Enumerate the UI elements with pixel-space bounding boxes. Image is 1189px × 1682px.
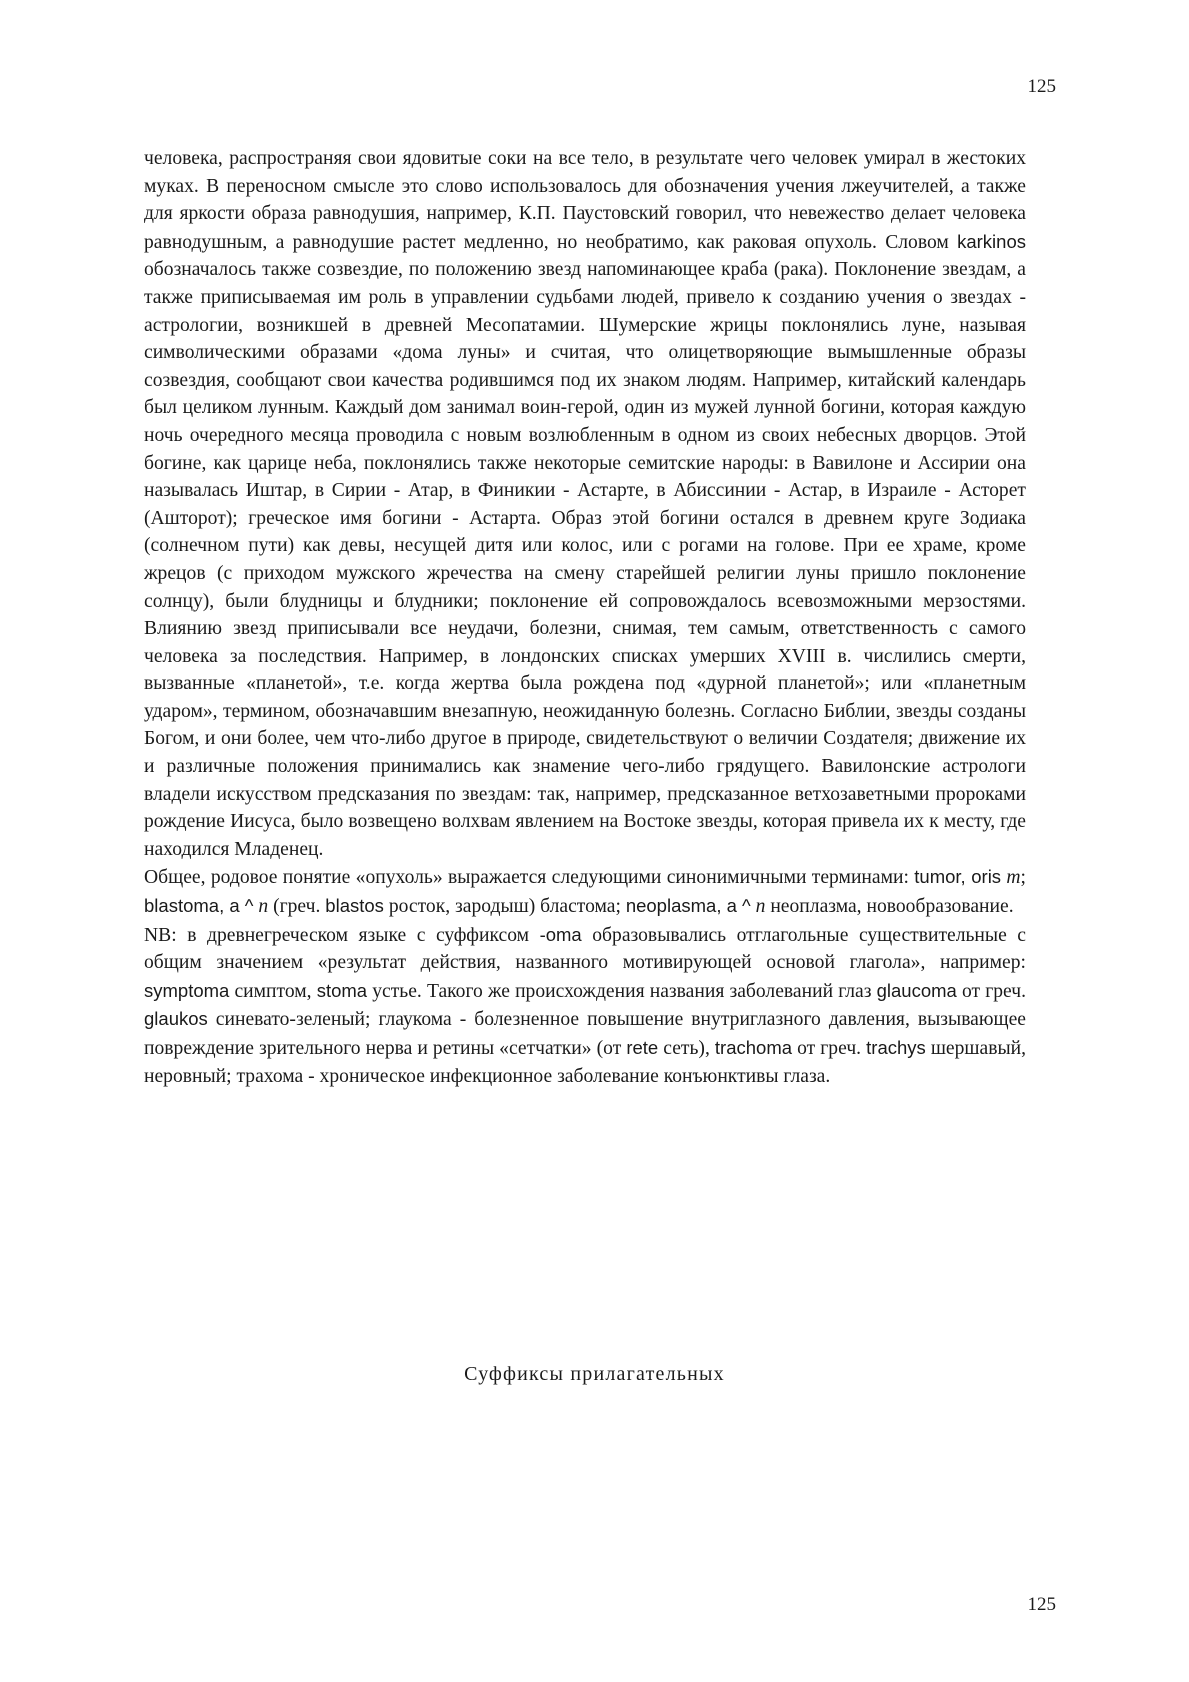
latin-term: glaukos xyxy=(144,1008,208,1030)
text-run: обозначалось также созвездие, по положению звезд напоминающее краба (рака). Поклонение звездам, а также приписываемая им роль в управлении судьбами людей, привело к созданию учения о звездах - астрологии, возникшей в древней Месопатамии. Шумерские жрицы поклонялись луне, называя символическими образами «дома луны» и считая, что олицетворяющие вымышленные образы созвездия, сообщают свои качества родившимся под их знаком людям. Например, китайский календарь был целиком лунным. Каждый дом занимал воин-герой, один из мужей лунной богини, которая каждую ночь очередного месяца проводила с новым возлюбленным в одном из своих небесных дворцов. Этой богине, как царице неба, поклонялись также некоторые семитские народы: в Вавилоне и Ассирии она называлась Иштар, в Сирии - Атар, в Финикии - Астарте, в Абиссинии - Астар, в Израиле - Асторет (Ашторот); греческое имя богини - Астарта. Образ этой богини остался в древнем круге Зодиака (солнечном пути) как девы, несущей дитя или колос, или с рогами на голове. При ее храме, кроме жрецов (с приходом мужского жречества на смену старейшей религии луны пришло поклонение солнцу), были блудницы и блудники; поклонение ей сопровождалось всевозможными мерзостями. Влиянию звезд приписывали все неудачи, болезни, снимая, тем самым, ответственность с самого человека за последствия. Например, в лондонских списках умерших XVIII в. числились смерти, вызванные «планетой», т.е. когда жертва была рождена под «дурной планетой»; или «планетным ударом», термином, обозначавшим внезапную, неожиданную болезнь. Согласно Библии, звезды созданы Богом, и они более, чем что-либо другое в природе, свидетельствуют о величии Создателя; движение их и различные положения принимались как знамение чего-либо грядущего. Вавилонские астрологи владели искусством предсказания по звездам: так, например, предсказанное ветхозаветными пророками рождение Иисуса, было возвещено волхвам явлением на Востоке звезды, которая привела их к месту, где находился Младенец. xyxy=(144,259,1026,860)
page-number-bottom: 125 xyxy=(1027,1594,1056,1615)
latin-term: tumor, oris xyxy=(914,866,1002,888)
latin-term: -oma xyxy=(539,923,582,945)
latin-term: stoma xyxy=(316,979,368,1001)
text-run: человека, распространяя свои ядовитые соки на все тело, в результате чего человек умирал в жестоких муках. В переносном смысле это слово использовалось для обозначения учения лжеучителей, а также для яркости образа равнодушия, например, К.П. Паустовский говорил, что невежество делает человека равнодушным, а равнодушие растет медленно, но необратимо, как раковая опухоль. Словом xyxy=(144,148,1026,253)
latin-term: blastoma, a ^ xyxy=(144,895,254,917)
paragraph xyxy=(144,145,1026,863)
text-run: Общее, родовое понятие «опухоль» выражается следующими синонимичными терминами: xyxy=(144,867,915,889)
text-run: шершавый, неровный; трахома - хроническое инфекционное заболевание конъюнктивы глаза. xyxy=(144,1038,1027,1087)
latin-term: trachoma xyxy=(714,1037,793,1058)
italic-term: m xyxy=(1001,867,1021,889)
text-run: синевато-зеленый; глаукома - болезненное повышение внутриглазного давления, вызывающее повреждение зрительного нерва и ретины «сетчатки» (от xyxy=(144,1009,1026,1059)
latin-term: neoplasma, a ^ xyxy=(625,895,751,917)
section-heading: Суффиксы прилагательных xyxy=(464,1363,725,1385)
text-run: устье. Такого же происхождения названия заболеваний глаз xyxy=(367,980,877,1002)
latin-term: rete xyxy=(626,1037,659,1058)
text-run: сеть), xyxy=(658,1038,715,1059)
latin-term: glaucoma xyxy=(876,979,957,1001)
paragraph xyxy=(144,863,1026,920)
text-run: образовывались отглагольные существительные с общим значением «результат действия, названного мотивирующей основой глагола», например: xyxy=(144,924,1027,974)
text-run: NB: в древнегреческом языке с суффиксом xyxy=(144,924,540,946)
text-run: от греч. xyxy=(792,1038,867,1059)
latin-term: karkinos xyxy=(957,230,1026,252)
text-run: росток, зародыш) бластома; xyxy=(383,896,626,918)
page-number-top: 125 xyxy=(1027,76,1056,97)
paragraph xyxy=(144,921,1026,1091)
text-run: ; xyxy=(1020,867,1026,889)
italic-term: n xyxy=(253,896,269,918)
text-run: неоплазма, новообразование. xyxy=(765,896,1014,918)
latin-term: blastos xyxy=(325,895,384,917)
latin-term: symptoma xyxy=(144,979,230,1001)
body-text xyxy=(144,145,1026,1090)
text-run: симптом, xyxy=(229,980,317,1002)
text-run: (греч. xyxy=(268,896,326,918)
latin-term: trachys xyxy=(866,1037,926,1058)
italic-term: n xyxy=(750,896,766,918)
text-run: от греч. xyxy=(956,980,1026,1002)
